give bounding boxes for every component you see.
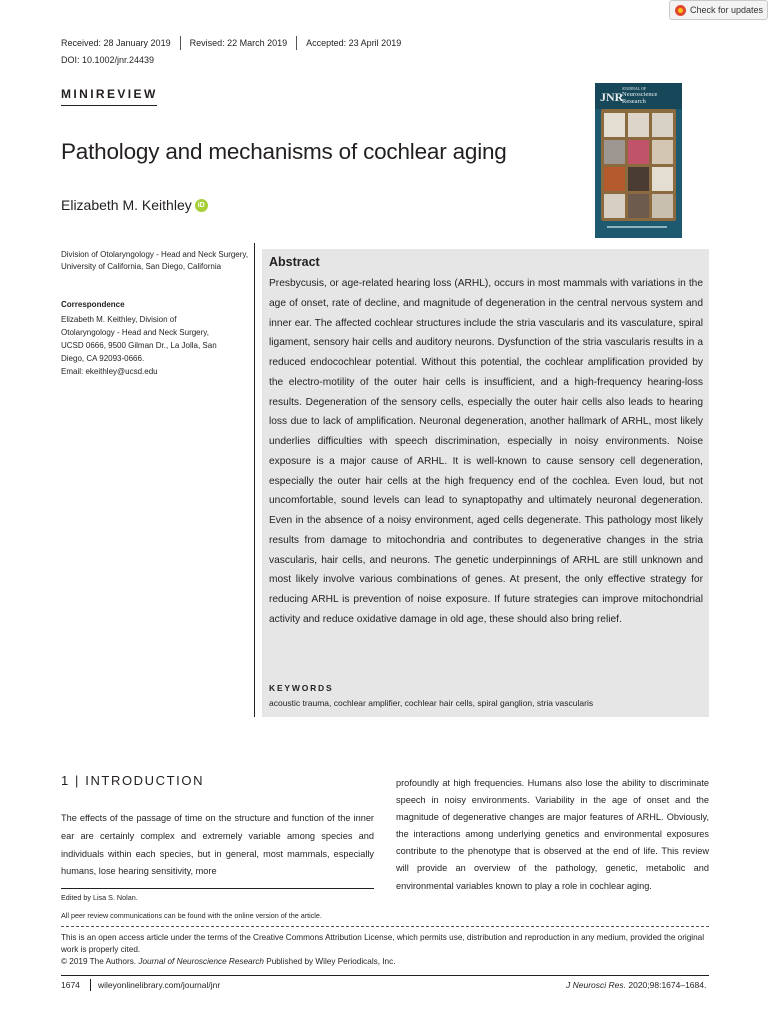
- introduction-column-1: The effects of the passage of time on the structure and function of the inner ear are certainly complex and extremely variable among species and individuals within each species, but in general, most mammals, especially humans, lose hearing sensitivity, more: [61, 813, 374, 877]
- cover-panel: [628, 113, 649, 137]
- check-for-updates-button[interactable]: [669, 0, 768, 20]
- cover-panel: [652, 194, 673, 218]
- section-label: MINIREVIEW: [61, 87, 158, 101]
- cover-panel: [604, 194, 625, 218]
- copyright-line: © 2019 The Authors. Journal of Neuroscience Research Published by Wiley Periodicals, Inc.: [61, 957, 396, 966]
- correspondence-heading: Correspondence: [61, 300, 125, 309]
- article-dates: [61, 36, 401, 50]
- footer-rule: [61, 975, 709, 976]
- edited-by-note: Edited by Lisa S. Nolan.: [61, 893, 138, 902]
- cover-panel: [604, 167, 625, 191]
- keywords-list: acoustic trauma, cochlear amplifier, cochlear hair cells, spiral ganglion, stria vascularis: [269, 698, 594, 708]
- date-divider: [296, 36, 297, 50]
- cover-panel: [628, 167, 649, 191]
- crossmark-icon: [675, 5, 686, 16]
- introduction-heading: 1 | INTRODUCTION: [61, 773, 205, 788]
- author-line: [61, 197, 208, 213]
- correspondence-line: UCSD 0666, 9500 Gilman Dr., La Jolla, San: [61, 341, 217, 350]
- cover-panel: [604, 140, 625, 164]
- license-divider: [61, 926, 709, 927]
- correspondence-line: Elizabeth M. Keithley, Division of: [61, 315, 177, 324]
- citation: J Neurosci Res. 2020;98:1674–1684.: [566, 980, 707, 990]
- page-number: 1674: [61, 980, 80, 990]
- correspondence: [61, 313, 251, 378]
- license-text: This is an open access article under the terms of the Creative Commons Attribution License, which permits use, distribution and reproduction in any medium, provided the original work is properly cited.: [61, 933, 705, 954]
- cover-panel: [604, 113, 625, 137]
- abstract-text: Presbycusis, or age-related hearing loss (ARHL), occurs in most mammals with variations in the age of onset, rate of decline, and magnitude of degeneration in the central nervous system and inner ear. The affected cochlear structures include the stria vascularis and its vasculature, spiral ligament, sensory hair cells and auditory neurons. Dysfunction of the stria vascularis results in a reduced endocochlear potential. Without this potential, the cochlear amplification provided by the electro-motility of the outer hair cells is insufficient, and a high-frequency hearing-loss results. Degeneration of the sensory cells, especially the outer hair cells also leads to hearing loss due to lack of amplification. Neuronal degeneration, another hallmark of ARHL, most likely underlies difficulties with speech discrimination, especially in noisy environments. Noise exposure is a major cause of ARHL. It is well-known to cause sensory cell degeneration, especially the outer hair cells at the high frequency end of the cochlea. Even loud, but not uncomfortable, sound levels can lead to synaptopathy and ultimately neuronal degeneration. Even in the absence of a noisy environment, aged cells degenerate. This pathology most likely results from damage to mitochondria and contributes to degenerative changes in the stria vascularis, hair cells, and neurons. The genetic underpinnings of ARHL are still unknown and most likely involve various combinations of genes. At present, the only effective strategy for reducing ARHL is prevention of noise exposure. If future strategies can improve mitochondrial activity and reduce oxidative damage in old age, these should also bring relief.: [269, 278, 703, 625]
- cover-journal-name: JOURNAL OF Neuroscience Research: [622, 86, 658, 105]
- check-for-updates-label: Check for updates: [690, 5, 764, 15]
- section-label-underline: [61, 105, 157, 106]
- copyright-journal: Journal of Neuroscience Research: [138, 957, 264, 966]
- cover-panel: [628, 194, 649, 218]
- cover-panel: [652, 167, 673, 191]
- author-name[interactable]: Elizabeth M. Keithley: [61, 197, 192, 213]
- journal-cover-image: [595, 83, 682, 238]
- orcid-icon[interactable]: iD: [195, 199, 208, 212]
- revised-date: Revised: 22 March 2019: [189, 38, 288, 48]
- cover-jnr-logo: JNR: [600, 90, 624, 104]
- cover-panel: [652, 113, 673, 137]
- date-divider: [180, 36, 181, 50]
- keywords-heading: KEYWORDS: [269, 683, 334, 693]
- cover-panel: [652, 140, 673, 164]
- accepted-date: Accepted: 23 April 2019: [306, 38, 402, 48]
- doi[interactable]: DOI: 10.1002/jnr.24439: [61, 55, 155, 65]
- cover-frame: [601, 109, 676, 221]
- introduction-column-2: profoundly at high frequencies. Humans also lose the ability to discriminate speech in noisy environments. Variability in the age of onset and the magnitude of degenerative changes are major features of ARHL. Obviously, the interactions among underlying genetics and environmental exposures contribute to the phenotype that is observed at the end of life. This review will provide an overview of the pathology, genetic, metabolic and environmental variables known to play a role in cochlear aging.: [396, 778, 709, 891]
- abstract-heading: Abstract: [269, 255, 320, 269]
- footer-divider: [90, 979, 91, 991]
- column-divider: [254, 243, 255, 717]
- article-title: Pathology and mechanisms of cochlear aging: [61, 139, 507, 164]
- footnote-rule: [61, 888, 374, 889]
- cover-footer: [607, 226, 667, 228]
- correspondence-line: Otolaryngology - Head and Neck Surgery,: [61, 328, 209, 337]
- cover-panel: [628, 140, 649, 164]
- affiliation: Division of Otolaryngology - Head and Neck Surgery, University of California, San Diego, California: [61, 250, 249, 271]
- correspondence-email[interactable]: Email: ekeithley@ucsd.edu: [61, 367, 158, 376]
- received-date: Received: 28 January 2019: [61, 38, 171, 48]
- correspondence-line: Diego, CA 92093-0666.: [61, 354, 145, 363]
- peer-review-note: All peer review communications can be found with the online version of the article.: [61, 911, 322, 920]
- journal-url[interactable]: wileyonlinelibrary.com/journal/jnr: [98, 980, 221, 990]
